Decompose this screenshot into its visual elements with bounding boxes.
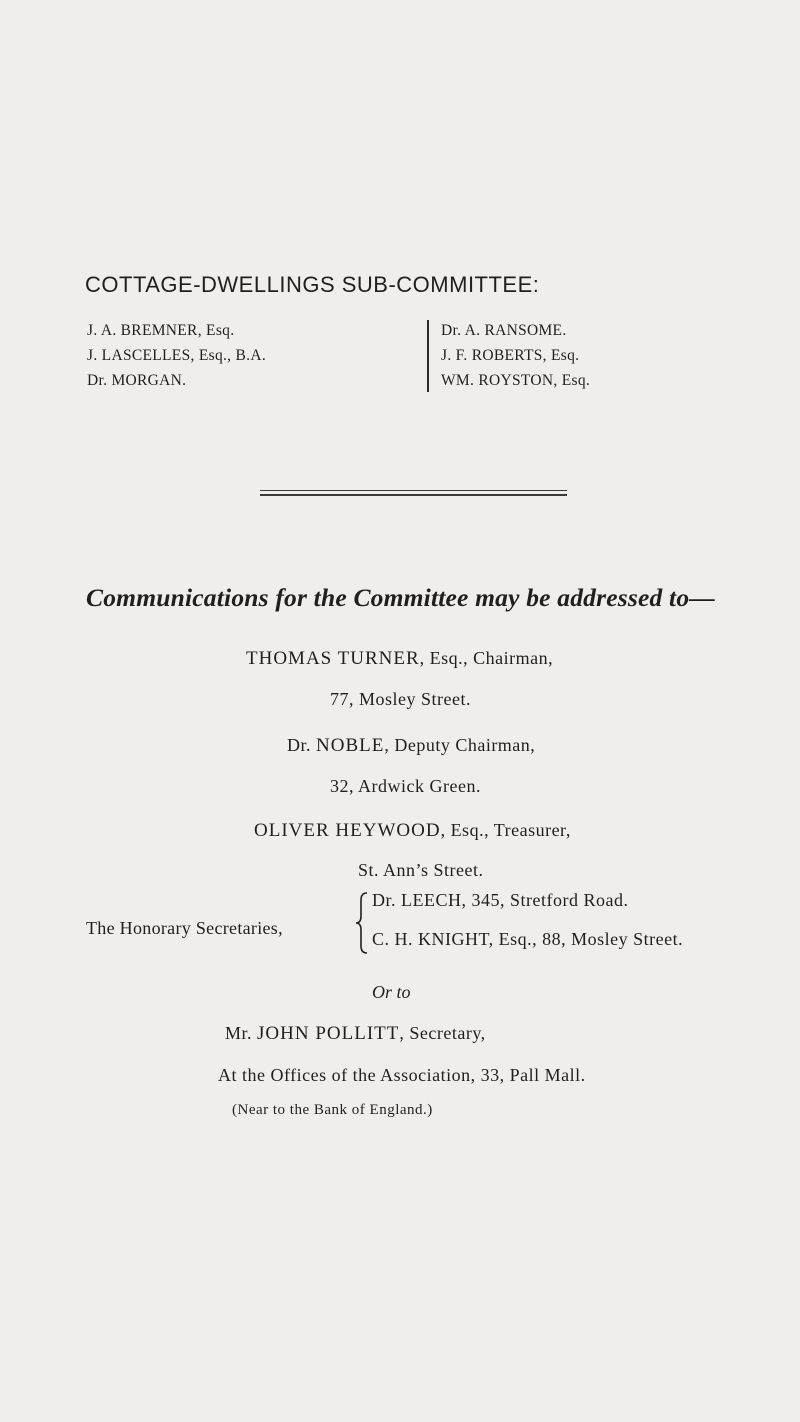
subcommittee-heading: COTTAGE-DWELLINGS SUB-COMMITTEE: — [85, 272, 540, 297]
treasurer-address: St. Ann’s Street. — [358, 860, 484, 880]
member-column-left — [87, 318, 266, 393]
member-column-right — [441, 318, 590, 393]
secretary-entry: C. H. KNIGHT, Esq., 88, Mosley Street. — [372, 929, 684, 949]
offices-line: At the Offices of the Association, 33, Pall Mall. — [218, 1065, 586, 1085]
secretary-prefix: Mr. — [225, 1023, 258, 1043]
member-name: WM. ROYSTON, Esq. — [441, 372, 591, 389]
chairman-address: 77, Mosley Street. — [330, 689, 471, 709]
secretary-name: JOHN POLLITT — [257, 1023, 400, 1044]
near-note: (Near to the Bank of England.) — [232, 1102, 433, 1118]
or-to-text: Or to — [372, 982, 411, 1002]
treasurer-line — [254, 820, 571, 842]
treasurer-title: , Esq., Treasurer, — [440, 820, 571, 840]
member-name: Dr. MORGAN. — [87, 372, 187, 389]
treasurer-name: OLIVER HEYWOOD — [254, 820, 441, 841]
section-rule-thin — [260, 490, 567, 491]
deputy-address: 32, Ardwick Green. — [330, 776, 481, 796]
member-name: Dr. A. RANSOME. — [441, 322, 567, 339]
member-name: J. A. BREMNER, Esq. — [87, 322, 235, 339]
secretary-title: , Secretary, — [399, 1023, 486, 1043]
chairman-line — [246, 648, 553, 670]
deputy-prefix: Dr. — [287, 735, 316, 755]
member-name: J. LASCELLES, Esq., B.A. — [87, 347, 267, 364]
communications-heading: Communications for the Committee may be addressed to— — [86, 583, 715, 612]
section-rule-thick — [260, 494, 567, 496]
deputy-line — [287, 735, 535, 757]
column-divider — [427, 320, 429, 392]
chairman-name: THOMAS TURNER — [246, 648, 420, 669]
deputy-name: NOBLE — [316, 735, 385, 756]
chairman-title: , Esq., Chairman, — [419, 648, 554, 668]
deputy-title: , Deputy Chairman, — [384, 735, 536, 755]
secretary-line — [225, 1023, 486, 1045]
member-name: J. F. ROBERTS, Esq. — [441, 347, 580, 364]
brace-icon — [355, 892, 369, 954]
secretary-entry: Dr. LEECH, 345, Stretford Road. — [372, 890, 629, 910]
honorary-secretaries-label: The Honorary Secretaries, — [86, 918, 283, 938]
